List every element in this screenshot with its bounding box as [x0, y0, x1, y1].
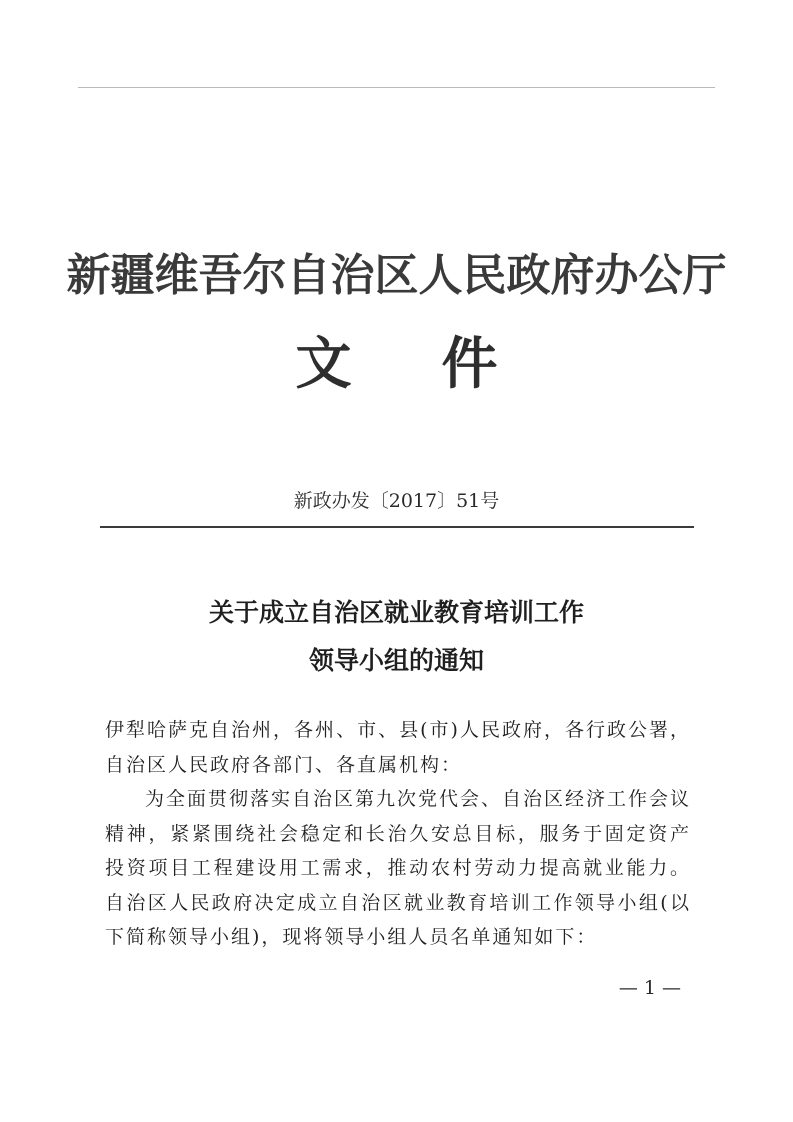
notice-title-line-1: 关于成立自治区就业教育培训工作	[208, 598, 584, 627]
page-number: — 1 —	[618, 977, 681, 999]
notice-paragraph: 为全面贯彻落实自治区第九次党代会、自治区经济工作会议精神，紧紧围绕社会稳定和长治久安总目标，服务于固定资产投资项目工程建设用工需求，推动农村劳动力提高就业能力。自治区人民政府决定成立自治区就业教育培训工作领导小组(以下简称领导小组)，现将领导小组人员名单通知如下：	[105, 788, 692, 948]
notice-title	[0, 589, 793, 685]
document-number: 新政办发〔2017〕51号	[293, 490, 500, 512]
notice-recipients: 伊犁哈萨克自治州，各州、市、县(市)人民政府，各行政公署，自治区人民政府各部门、各直属机构：	[105, 719, 691, 776]
doc-type-char-2: 件	[441, 332, 498, 397]
issuing-authority: 新疆维吾尔自治区人民政府办公厅	[66, 250, 727, 301]
notice-body	[105, 713, 691, 955]
document-type-heading	[0, 330, 793, 400]
notice-title-line-2: 领导小组的通知	[308, 646, 484, 675]
doc-type-char-1: 文	[295, 332, 352, 397]
header-top-rule	[78, 87, 715, 88]
header-separator-rule	[100, 526, 694, 528]
